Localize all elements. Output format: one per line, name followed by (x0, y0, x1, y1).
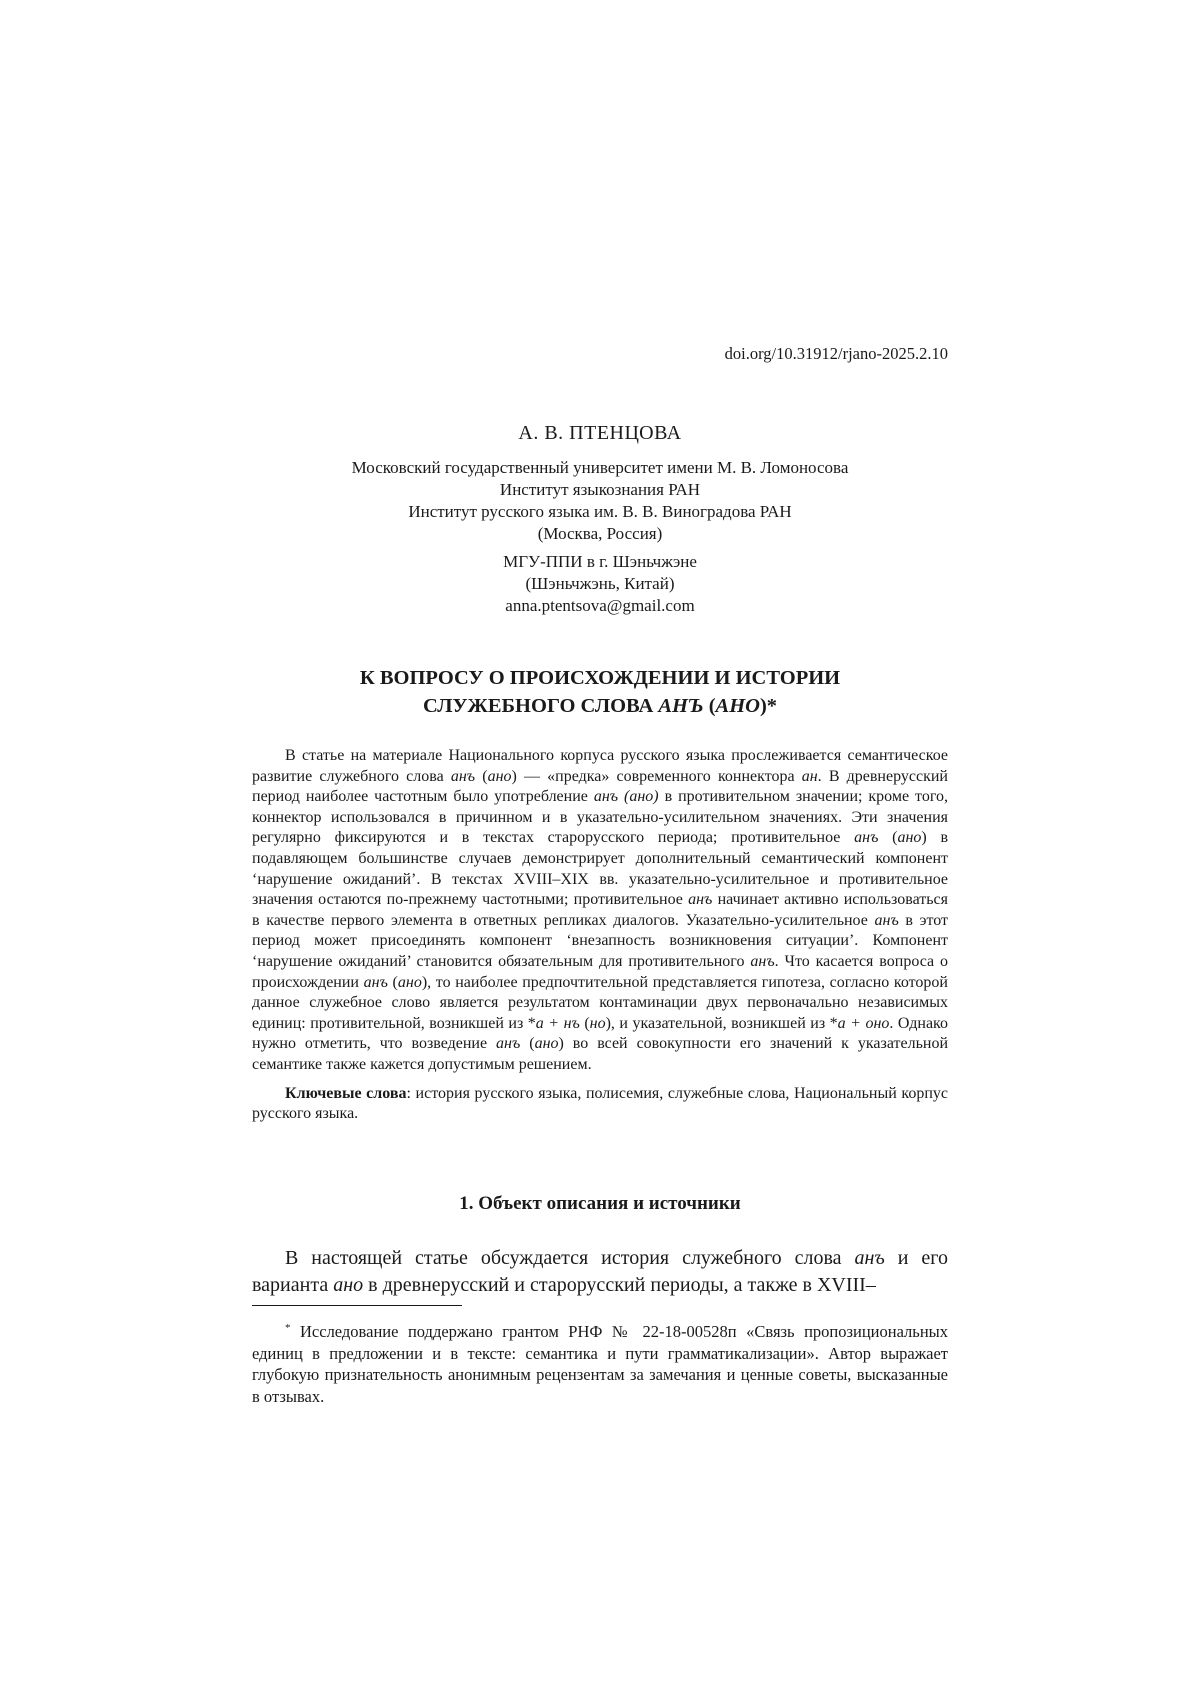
text-run: в этот период может присоединять компонент ‘внезапность возникновения ситуации’. Компонент ‘нарушение ожиданий’ становится обязательным для противительного (252, 911, 949, 970)
text-run: . Однако нужно отметить, что возведение (252, 1014, 948, 1053)
abstract-paragraph (252, 746, 948, 1076)
cited-word: анъ (874, 911, 899, 929)
cited-word: ан (801, 767, 818, 785)
cited-word: ано (487, 767, 512, 785)
doi-reference[interactable]: doi.org/10.31912/rjano-2025.2.10 (724, 344, 948, 363)
affiliation-location: (Шэньчжэнь, Китай) (525, 574, 675, 593)
text-run: ) в подавляющем большинстве случаев демонстрирует дополнительный семантический компонент ‘нарушение ожиданий’. В текстах XVIII–XIX вв. указательно-усилительное и противительное значения остаются по-прежнему частотными; противительное (252, 829, 949, 909)
text-run: ), то наиболее предпочтительной представляется гипотеза, согласно которой данное служебное слово является результатом контаминации двух первоначально независимых единиц: противительной, возникшей из * (252, 973, 948, 1032)
cited-word: анъ (688, 891, 713, 909)
text-run: ( (475, 767, 488, 785)
text-run: В статье на материале Национального корпуса русского языка прослеживается семантическое развитие служебного слова (252, 747, 948, 785)
affiliation-line: Институт русского языка им. В. В. Виноградова РАН (408, 502, 792, 521)
cited-word: ано (897, 829, 922, 847)
keywords-list: : история русского языка, полисемия, служебные слова, Национальный корпус русского языка. (252, 1084, 949, 1123)
text-run: и его варианта (252, 1247, 948, 1296)
cited-word: а + нъ (535, 1014, 580, 1032)
footnote (252, 1318, 948, 1407)
cited-word: а + оно (837, 1014, 890, 1032)
cited-word: ано (333, 1274, 364, 1296)
footnote-divider (252, 1305, 462, 1306)
affiliations-group-2 (252, 551, 948, 617)
affiliation-line: Московский государственный университет имени М. В. Ломоносова (351, 458, 849, 477)
cited-word: анъ (854, 1247, 885, 1269)
keywords (252, 1084, 948, 1125)
author-email[interactable]: anna.ptentsova@gmail.com (505, 596, 695, 615)
footnote-text: Исследование поддержано грантом РНФ № 22-18-00528п «Связь пропозициональных единиц в предложении и в тексте: семантика и пути грамматикализации». Автор выражает глубокую признательность анонимным рецензентам за замечания и ценные советы, высказанные в отзывах. (252, 1322, 948, 1406)
cited-word: анъ (363, 973, 388, 991)
article-title (252, 664, 948, 720)
text-run: ( (579, 1014, 590, 1032)
author-name: А. В. ПТЕНЦОВА (518, 422, 682, 444)
affiliations-group-1 (252, 457, 948, 545)
cited-word: анъ (496, 1035, 521, 1053)
title-line-2: СЛУЖЕБНОГО СЛОВА АНЪ (АНО)* (422, 695, 778, 717)
text-run: ( (520, 1035, 535, 1053)
title-keyword-variant: АНО (715, 695, 760, 717)
cited-word: анъ (750, 952, 775, 970)
cited-word: анъ (450, 767, 476, 785)
section-heading: 1. Объект описания и источники (459, 1193, 741, 1214)
text-run: ( (387, 973, 398, 991)
cited-word: но (589, 1014, 606, 1032)
text-run: В настоящей статье обсуждается история служебного слова (285, 1247, 855, 1269)
body-paragraph (252, 1245, 948, 1299)
text-run: начинает активно использоваться в качестве первого элемента в ответных репликах диалогов. Указательно-усилительное (252, 891, 949, 929)
footnote-marker-link[interactable]: )* (759, 695, 778, 717)
author-block (252, 422, 948, 617)
text-run: . В древнерусский период наиболее частотным было употребление (252, 767, 948, 806)
affiliation-line: Институт языкознания РАН (499, 480, 701, 499)
text-run: ), и указательной, возникшей из * (605, 1014, 838, 1032)
footnote-marker: * (285, 1322, 291, 1334)
cited-word: ано (534, 1035, 559, 1053)
cited-word: анъ (ано) (593, 788, 659, 806)
text-run: в древнерусский и старорусский периоды, а также в XVIII– (363, 1274, 876, 1296)
abstract (252, 746, 948, 1125)
title-line-1: К ВОПРОСУ О ПРОИСХОЖДЕНИИ И ИСТОРИИ (359, 667, 841, 689)
body-text (252, 1245, 948, 1299)
cited-word: анъ (854, 829, 879, 847)
title-keyword: АНЪ (658, 695, 704, 717)
text-run: в противительном значении; кроме того, коннектор использовался в причинном и в указательно-усилительном значениях. Эти значения регулярно фиксируются и в текстах старорусского периода; противительное (252, 788, 949, 847)
footnote-paragraph (252, 1318, 948, 1407)
cited-word: ано (397, 973, 422, 991)
text-run: ) во всей совокупности его значений к указательной семантике также кажется допустимым решением. (252, 1035, 949, 1073)
text-run: . Что касается вопроса о происхождении (252, 952, 949, 991)
keywords-label: Ключевые слова (285, 1084, 407, 1102)
affiliation-line: МГУ-ППИ в г. Шэньчжэне (503, 552, 697, 571)
text-run: ( (878, 829, 898, 847)
affiliation-location: (Москва, Россия) (537, 524, 663, 543)
text-run: ) — «предка» современного коннектора (511, 767, 802, 785)
